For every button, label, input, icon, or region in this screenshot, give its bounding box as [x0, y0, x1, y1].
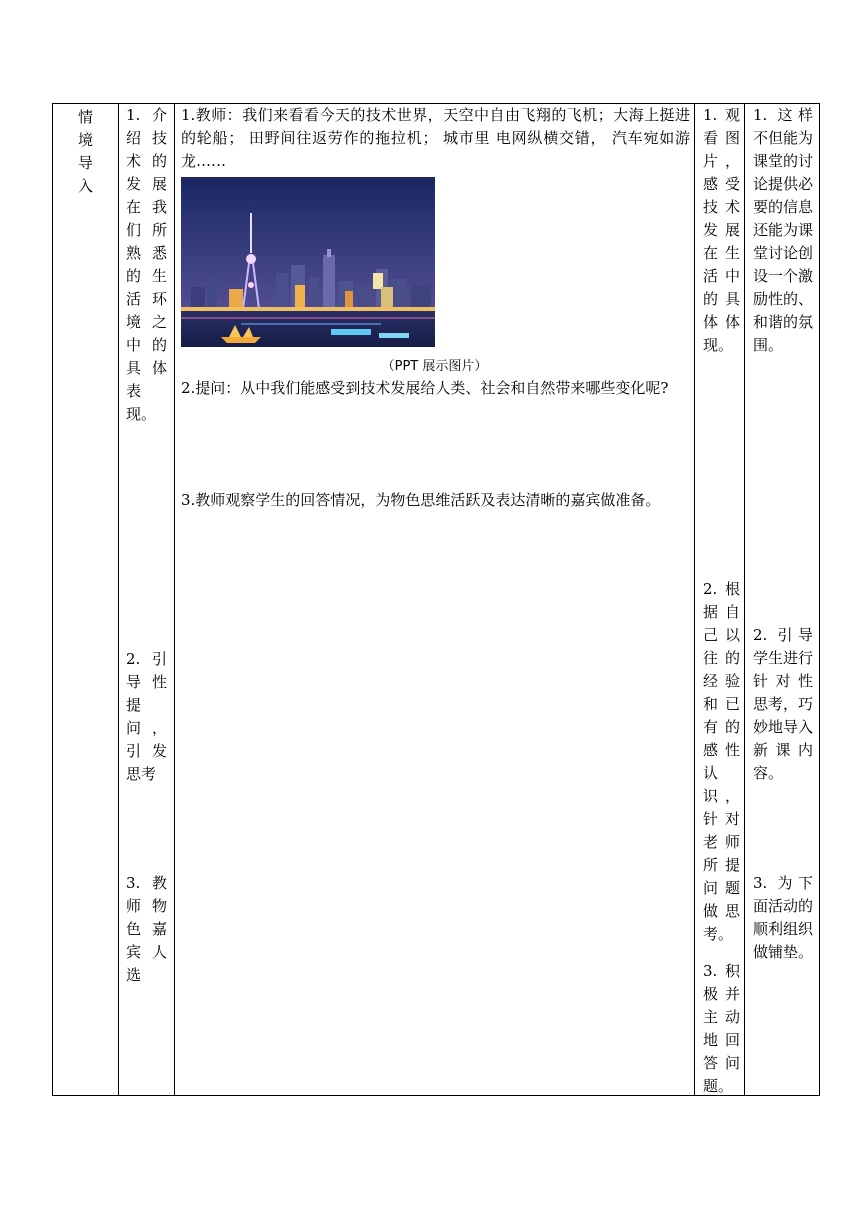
student-item-2: 2.根据自己以往的经验和已有的感性认识，针对老师所提问题做思考。 [703, 580, 740, 943]
teacher-paragraph-3: 3.教师观察学生的回答情况，为物色思维活跃及表达清晰的嘉宾做准备。 [181, 491, 661, 509]
lesson-plan-table [52, 103, 820, 1096]
student-item-3: 3.积极并主动地回答问题。 [703, 962, 740, 1095]
content-item-2: 2. 引导性提问，引发思考 [126, 650, 167, 783]
image-caption: （PPT 展示图片） [381, 359, 488, 374]
intent-item-3: 3. 为下面活动的顺利组织做铺垫。 [753, 874, 814, 961]
stage-label [53, 104, 118, 198]
stage-char: 情 [77, 108, 93, 126]
stage-char: 导 [77, 154, 93, 172]
city-photo [175, 177, 694, 347]
stage-char: 入 [77, 177, 93, 195]
student-activity-cell [695, 104, 745, 1096]
teacher-activity-cell [175, 104, 695, 1096]
intent-item-1: 1. 这样不但能为课堂的讨论提供必要的信息还能为课堂讨论创设一个激励性的、和谐的氛围。 [753, 106, 814, 354]
content-item-1: 1. 介绍技术的发展在我们所熟悉的生活环境之中的具体表现。 [126, 106, 167, 423]
stage-cell [53, 104, 119, 1096]
intent-item-2: 2. 引导学生进行针对性 思考，巧妙地导入新课内容。 [753, 626, 814, 782]
design-intent-cell [745, 104, 820, 1096]
teacher-paragraph-2: 2.提问：从中我们能感受到技术发展给人类、社会和自然带来哪些变化呢? [181, 379, 669, 397]
shanghai-night-image [181, 177, 435, 347]
content-item-3: 3. 教师物色嘉宾人选 [126, 874, 167, 984]
teacher-paragraph-1: 1.教师：我们来看看今天的技术世界，天空中自由飞翔的飞机；大海上挺进的轮船； 田野间往返劳作的拖拉机； 城市里 电网纵横交错， 汽车宛如游龙…… [181, 106, 690, 170]
student-item-1: 1.观看图片，感受技术发展在生活中的具体体现。 [703, 106, 740, 354]
content-cell [119, 104, 175, 1096]
table-row [53, 104, 820, 1096]
stage-char: 境 [77, 131, 93, 149]
